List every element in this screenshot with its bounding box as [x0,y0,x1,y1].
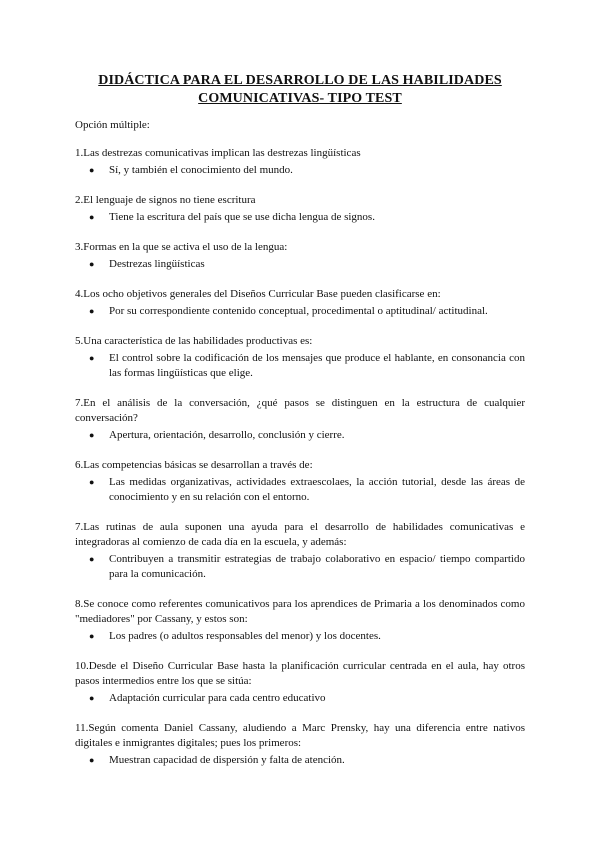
question-text: 7.En el análisis de la conversación, ¿qué pasos se distinguen en la estructura de cualquier conversación? [75,397,525,424]
question-item [75,146,525,178]
question-text: 2.El lenguaje de signos no tiene escritura [75,194,256,206]
question-text: 7.Las rutinas de aula suponen una ayuda para el desarrollo de habilidades comunicativas e integradoras al comienzo de cada día en la escuela, y además: [75,521,525,548]
answer-text: Por su correspondiente contenido conceptual, procedimental o aptitudinal/ actitudinal. [109,305,488,317]
question-text: 5.Una característica de las habilidades productivas es: [75,335,313,347]
question-item [75,659,525,706]
answer-text: Contribuyen a transmitir estrategias de trabajo colaborativo en espacio/ tiempo compartido para la comunicación. [109,553,525,580]
answer-list [75,629,525,644]
answer-item [75,257,525,272]
answer-text: Destrezas lingüísticas [109,258,205,270]
bullet-icon: ● [89,631,95,641]
answer-item [75,552,525,582]
question-text: 4.Los ocho objetivos generales del Diseños Curricular Base pueden clasificarse en: [75,288,441,300]
bullet-icon: ● [89,755,95,765]
title-line-1: DIDÁCTICA PARA EL DESARROLLO DE LAS HABILIDADES [98,73,502,88]
answer-list [75,210,525,225]
question-text: 8.Se conoce como referentes comunicativos para los aprendices de Primaria a los denominados como "mediadores" por Cassany, y estos son: [75,598,525,625]
bullet-icon: ● [89,353,95,363]
answer-item [75,304,525,319]
question-item [75,240,525,272]
answer-text: Las medidas organizativas, actividades extraescolaes, la acción tutorial, desde las áreas de conocimiento y en su relación con el entorno. [109,476,525,503]
answer-item [75,753,525,768]
answer-list [75,691,525,706]
bullet-icon: ● [89,306,95,316]
title-line-2: COMUNICATIVAS- TIPO TEST [198,91,402,106]
answer-list [75,351,525,381]
question-item [75,396,525,443]
answer-item [75,351,525,381]
question-item [75,287,525,319]
answer-text: Sí, y también el conocimiento del mundo. [109,164,293,176]
answer-list [75,552,525,582]
question-item [75,520,525,582]
answer-text: Los padres (o adultos responsables del menor) y los docentes. [109,630,381,642]
question-text: 3.Formas en la que se activa el uso de la lengua: [75,241,288,253]
question-item [75,721,525,768]
answer-text: Tiene la escritura del país que se use dicha lengua de signos. [109,211,375,223]
bullet-icon: ● [89,212,95,222]
question-text: 11.Según comenta Daniel Cassany, aludiendo a Marc Prensky, hay una diferencia entre nativos digitales e inmigrantes digitales; pues los primeros: [75,722,525,749]
question-item [75,334,525,381]
answer-item [75,629,525,644]
bullet-icon: ● [89,165,95,175]
question-list [75,146,525,768]
question-text: 6.Las competencias básicas se desarrollan a través de: [75,459,313,471]
question-text: 1.Las destrezas comunicativas implican las destrezas lingüísticas [75,147,361,159]
answer-list [75,304,525,319]
answer-text: Adaptación curricular para cada centro educativo [109,692,326,704]
answer-item [75,163,525,178]
bullet-icon: ● [89,693,95,703]
subtitle: Opción múltiple: [75,119,150,131]
question-item [75,597,525,644]
bullet-icon: ● [89,430,95,440]
answer-item [75,691,525,706]
bullet-icon: ● [89,554,95,564]
document-title [75,72,525,108]
question-text: 10.Desde el Diseño Curricular Base hasta la planificación curricular centrada en el aula, hay otros pasos intermedios entre los que se sitúa: [75,660,525,687]
answer-list [75,475,525,505]
answer-item [75,475,525,505]
answer-list [75,428,525,443]
answer-item [75,210,525,225]
answer-list [75,753,525,768]
question-item [75,193,525,225]
answer-list [75,257,525,272]
bullet-icon: ● [89,259,95,269]
answer-list [75,163,525,178]
bullet-icon: ● [89,477,95,487]
question-item [75,458,525,505]
answer-item [75,428,525,443]
answer-text: Muestran capacidad de dispersión y falta de atención. [109,754,345,766]
answer-text: Apertura, orientación, desarrollo, conclusión y cierre. [109,429,345,441]
answer-text: El control sobre la codificación de los mensajes que produce el hablante, en consonancia con las formas lingüísticas que elige. [109,352,525,379]
